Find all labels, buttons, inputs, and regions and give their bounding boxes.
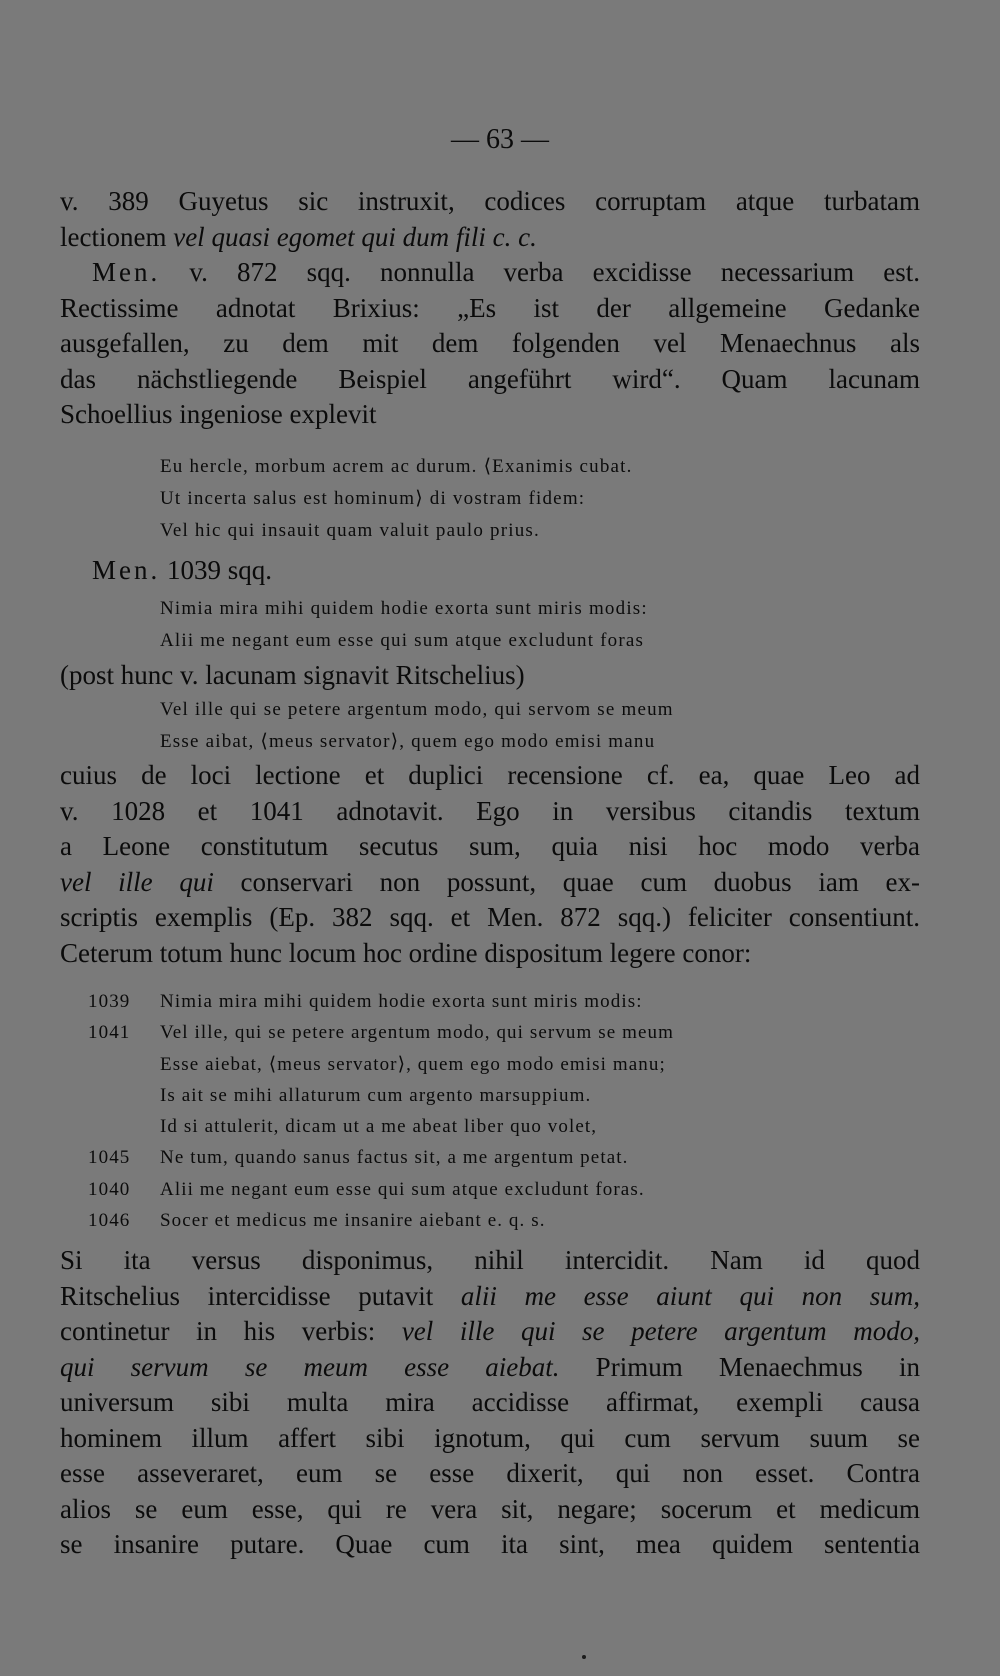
text-segment: 1039 sqq. <box>160 555 273 585</box>
verse-line: Vel ille qui se petere argentum modo, qui servom se meum <box>160 699 674 720</box>
italic-quotation: alii me esse aiunt qui non sum, <box>460 1280 920 1311</box>
verse-text: Alii me negant eum esse qui sum atque excludunt foras. <box>160 1178 645 1200</box>
text-line: v. 389 Guyetus sic instruxit, codices corruptam atque turbatam <box>60 186 920 216</box>
verse-text: Esse aiebat, ⟨meus servator⟩, quem ego modo emisi manu; <box>160 1053 666 1075</box>
text-line <box>60 553 920 589</box>
text-line <box>60 1314 920 1350</box>
text-line: a Leone constitutum secutus sum, quia nisi hoc modo verba <box>60 831 920 861</box>
verse-text: Ne tum, quando sanus factus sit, a me argentum petat. <box>160 1147 629 1169</box>
paragraph-si-ita <box>60 1243 920 1563</box>
numbered-verse <box>88 1080 848 1111</box>
text-segment: conservari non possunt, quae cum duobus iam ex- <box>213 866 920 897</box>
verse-text: Nimia mira mihi quidem hodie exorta sunt miris modis: <box>160 991 643 1012</box>
text-segment: Ritschelius intercidisse putavit <box>60 1280 461 1311</box>
text-segment: lectionem <box>60 221 174 252</box>
paragraph-men-1039 <box>60 553 920 589</box>
text-line: (post hunc v. lacunam signavit Ritschelius) <box>60 660 525 690</box>
verse-number: 1041 <box>88 1022 131 1044</box>
numbered-verse <box>88 1049 848 1080</box>
verse-number: 1045 <box>88 1147 131 1169</box>
text-line <box>60 1279 920 1315</box>
text-line: esse asseveraret, eum se esse dixerit, qui non esset. Contra <box>60 1458 920 1488</box>
text-line: scriptis exemplis (Ep. 382 sqq. et Men. 872 sqq.) feliciter consentiunt. <box>60 902 920 932</box>
paragraph-cuius <box>60 758 920 971</box>
paragraph-post-hunc <box>60 658 920 694</box>
numbered-verse-block <box>88 986 848 1236</box>
verse-line: Nimia mira mihi quidem hodie exorta sunt miris modis: <box>160 598 648 619</box>
italic-quotation: vel ille qui <box>60 866 214 897</box>
text-line: universum sibi multa mira accidisse affirmat, exempli causa <box>60 1387 920 1417</box>
verse-quote-lacuna <box>160 694 860 758</box>
text-segment: Primum Menaechmus in <box>559 1351 920 1382</box>
verse-number: 1040 <box>88 1178 131 1200</box>
text-line: alios se eum esse, qui re vera sit, negare; socerum et medicum <box>60 1493 920 1524</box>
numbered-verse <box>88 986 848 1017</box>
verse-line: Eu hercle, morbum acrem ac durum. ⟨Exanimis cubat. <box>160 456 633 477</box>
page-number: — 63 — <box>451 124 549 155</box>
verse-number: 1046 <box>88 1210 131 1232</box>
text-line: ausgefallen, zu dem mit dem folgenden vel Menaechnus als <box>60 328 920 358</box>
verse-line: Alii me negant eum esse qui sum atque excludunt foras <box>160 630 645 651</box>
text-line: Si ita versus disponimus, nihil intercidit. Nam id quod <box>60 1245 920 1275</box>
text-line <box>60 220 920 256</box>
text-segment: v. 872 sqq. nonnulla verba excidisse necessarium est. <box>160 257 920 287</box>
numbered-verse <box>88 1205 848 1236</box>
text-line <box>60 255 920 291</box>
text-line <box>60 1350 920 1386</box>
text-line: se insanire putare. Quae cum ita sint, mea quidem sententia <box>60 1529 920 1559</box>
work-abbreviation: Men. <box>92 257 161 287</box>
verse-text: Vel ille, qui se petere argentum modo, qui servum se meum <box>160 1022 675 1044</box>
text-line: Rectissime adnotat Brixius: „Es ist der allgemeine Gedanke <box>60 292 920 323</box>
print-speck <box>582 1655 586 1659</box>
verse-number <box>88 1049 160 1080</box>
verse-line: Vel hic qui insauit quam valuit paulo prius. <box>160 520 540 541</box>
verse-text: Socer et medicus me insanire aiebant e. q. s. <box>160 1210 546 1232</box>
verse-number <box>88 1111 160 1142</box>
paragraph-men-872 <box>60 255 920 433</box>
verse-number <box>88 1080 160 1111</box>
verse-quote-schoellius <box>160 451 860 547</box>
numbered-verse <box>88 1142 848 1173</box>
numbered-verse <box>88 1111 848 1142</box>
text-line: cuius de loci lectione et duplici recensione cf. ea, quae Leo ad <box>60 760 920 790</box>
text-line: Schoellius ingeniose explevit <box>60 399 377 429</box>
italic-quotation: vel ille qui se petere argentum modo, <box>401 1316 920 1346</box>
text-line: Ceterum totum hunc locum hoc ordine dispositum legere conor: <box>60 937 752 968</box>
verse-text: Is ait se mihi allaturum cum argento marsuppium. <box>160 1084 592 1106</box>
numbered-verse <box>88 1174 848 1205</box>
italic-quotation: vel quasi egomet qui dum fili c. c. <box>173 221 537 252</box>
verse-quote-1039 <box>160 593 860 657</box>
text-line: das nächstliegende Beispiel angeführt wird“. Quam lacunam <box>60 363 920 394</box>
text-line: v. 1028 et 1041 adnotavit. Ego in versibus citandis textum <box>60 795 920 826</box>
numbered-verse <box>88 1017 848 1048</box>
work-abbreviation: Men. <box>92 555 161 585</box>
text-segment: continetur in his verbis: <box>60 1316 402 1346</box>
text-line <box>60 865 920 901</box>
verse-line: Esse aibat, ⟨meus servator⟩, quem ego modo emisi manu <box>160 731 656 752</box>
paragraph-guyetus <box>60 184 920 255</box>
verse-number: 1039 <box>88 991 131 1012</box>
text-line: hominem illum affert sibi ignotum, qui cum servum suum se <box>60 1422 920 1453</box>
verse-line: Ut incerta salus est hominum⟩ di vostram fidem: <box>160 488 586 509</box>
verse-text: Id si attulerit, dicam ut a me abeat liber quo volet, <box>160 1116 598 1138</box>
italic-quotation: qui servum se meum esse aiebat. <box>60 1351 560 1382</box>
